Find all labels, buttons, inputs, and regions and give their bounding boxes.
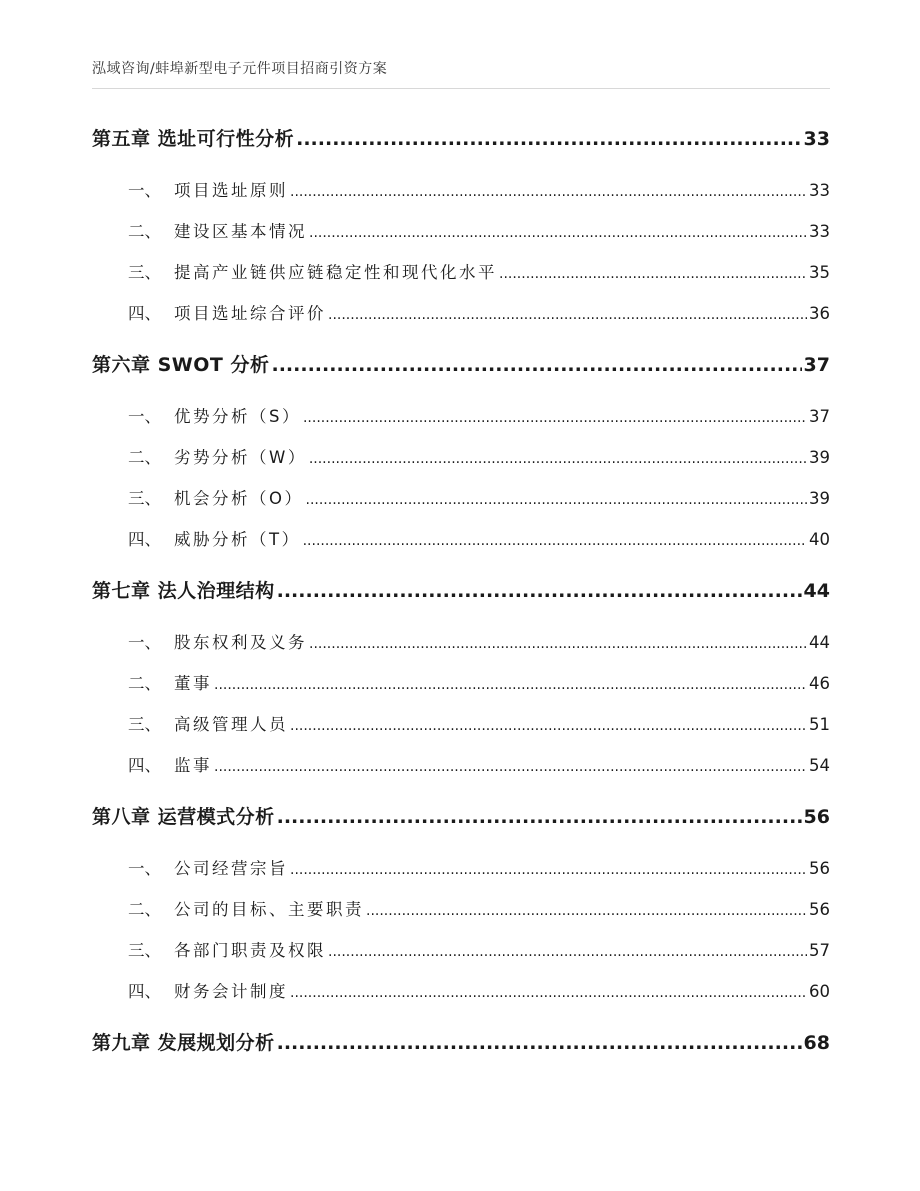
- section-title: 项目选址综合评价: [174, 304, 326, 323]
- running-header: 泓域咨询/蚌埠新型电子元件项目招商引资方案: [92, 61, 388, 77]
- toc-chapter-9[interactable]: [92, 1028, 830, 1055]
- toc-section[interactable]: [128, 629, 830, 653]
- dot-leader: [328, 941, 807, 960]
- section-page: 33: [809, 222, 830, 241]
- toc-section[interactable]: [128, 218, 830, 242]
- toc-section[interactable]: [128, 444, 830, 468]
- section-number: 二、: [128, 448, 161, 467]
- chapter-page: 44: [803, 580, 830, 602]
- dot-leader: [290, 715, 807, 734]
- section-number: 二、: [128, 900, 161, 919]
- section-page: 46: [809, 674, 830, 693]
- dot-leader: [306, 489, 808, 508]
- section-page: 40: [809, 530, 830, 549]
- section-title: 项目选址原则: [174, 181, 288, 200]
- dot-leader: [277, 580, 802, 602]
- section-page: 36: [809, 304, 830, 323]
- section-title: 机会分析（O）: [174, 489, 304, 508]
- section-title: 劣势分析（W）: [174, 448, 307, 467]
- dot-leader: [309, 448, 807, 467]
- toc-section[interactable]: [128, 177, 830, 201]
- section-number: 三、: [128, 715, 161, 734]
- section-number: 四、: [128, 530, 161, 549]
- section-page: 39: [809, 448, 830, 467]
- toc-section[interactable]: [128, 403, 830, 427]
- section-title: 提高产业链供应链稳定性和现代化水平: [174, 263, 497, 282]
- section-number: 一、: [128, 181, 161, 200]
- section-number: 一、: [128, 407, 161, 426]
- toc-section[interactable]: [128, 526, 830, 550]
- chapter-title: 第八章 运营模式分析: [92, 806, 275, 828]
- dot-leader: [366, 900, 807, 919]
- chapter-page: 33: [803, 128, 830, 150]
- dot-leader: [303, 407, 807, 426]
- section-title: 各部门职责及权限: [174, 941, 326, 960]
- dot-leader: [290, 982, 807, 1001]
- toc-section[interactable]: [128, 937, 830, 961]
- toc-chapter-8[interactable]: [92, 802, 830, 829]
- toc-section[interactable]: [128, 485, 830, 509]
- section-title: 财务会计制度: [174, 982, 288, 1001]
- section-page: 37: [809, 407, 830, 426]
- section-page: 56: [809, 859, 830, 878]
- chapter-title: 第七章 法人治理结构: [92, 580, 275, 602]
- section-title: 威胁分析（T）: [174, 530, 301, 549]
- section-number: 二、: [128, 674, 161, 693]
- chapter-title: 第六章 SWOT 分析: [92, 354, 270, 376]
- toc-section[interactable]: [128, 896, 830, 920]
- section-number: 三、: [128, 941, 161, 960]
- section-page: 35: [809, 263, 830, 282]
- chapter-page: 37: [803, 354, 830, 376]
- section-page: 51: [809, 715, 830, 734]
- section-page: 57: [809, 941, 830, 960]
- section-number: 三、: [128, 489, 161, 508]
- section-title: 高级管理人员: [174, 715, 288, 734]
- dot-leader: [296, 128, 801, 150]
- chapter-title: 第九章 发展规划分析: [92, 1032, 275, 1054]
- section-title: 优势分析（S）: [174, 407, 301, 426]
- toc-chapter-6[interactable]: [92, 350, 830, 377]
- toc-section[interactable]: [128, 855, 830, 879]
- toc-section[interactable]: [128, 259, 830, 283]
- dot-leader: [499, 263, 807, 282]
- section-title: 公司的目标、主要职责: [174, 900, 364, 919]
- section-number: 三、: [128, 263, 161, 282]
- toc-section[interactable]: [128, 670, 830, 694]
- dot-leader: [277, 1032, 802, 1054]
- dot-leader: [277, 806, 802, 828]
- section-page: 44: [809, 633, 830, 652]
- dot-leader: [309, 222, 807, 241]
- section-number: 四、: [128, 304, 161, 323]
- toc-chapter-5[interactable]: [92, 124, 830, 151]
- section-number: 一、: [128, 859, 161, 878]
- section-number: 二、: [128, 222, 161, 241]
- section-number: 一、: [128, 633, 161, 652]
- toc-section[interactable]: [128, 711, 830, 735]
- dot-leader: [328, 304, 807, 323]
- section-title: 公司经营宗旨: [174, 859, 288, 878]
- chapter-page: 68: [803, 1032, 830, 1054]
- section-page: 39: [809, 489, 830, 508]
- section-title: 建设区基本情况: [174, 222, 307, 241]
- section-page: 33: [809, 181, 830, 200]
- section-title: 董事: [174, 674, 212, 693]
- toc-chapter-7[interactable]: [92, 576, 830, 603]
- dot-leader: [290, 181, 807, 200]
- toc-section[interactable]: [128, 752, 830, 776]
- dot-leader: [290, 859, 807, 878]
- section-page: 56: [809, 900, 830, 919]
- dot-leader: [303, 530, 807, 549]
- section-title: 股东权利及义务: [174, 633, 307, 652]
- dot-leader: [309, 633, 807, 652]
- dot-leader: [214, 756, 807, 775]
- toc-section[interactable]: [128, 300, 830, 324]
- section-title: 监事: [174, 756, 212, 775]
- section-page: 54: [809, 756, 830, 775]
- section-number: 四、: [128, 756, 161, 775]
- section-number: 四、: [128, 982, 161, 1001]
- dot-leader: [214, 674, 807, 693]
- chapter-title: 第五章 选址可行性分析: [92, 128, 295, 150]
- section-page: 60: [809, 982, 830, 1001]
- toc-section[interactable]: [128, 978, 830, 1002]
- header-rule: [92, 88, 830, 89]
- dot-leader: [271, 354, 801, 376]
- chapter-page: 56: [803, 806, 830, 828]
